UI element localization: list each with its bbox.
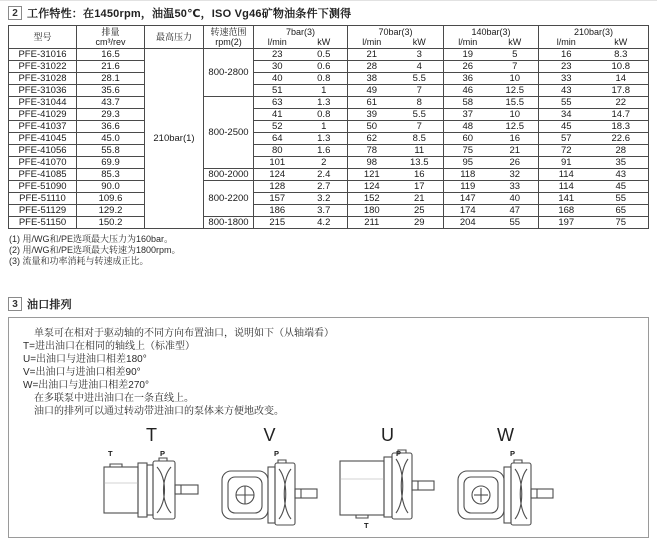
flow-cell: 48 <box>444 120 492 132</box>
table-row <box>9 84 649 96</box>
displacement-cell: 85.3 <box>77 168 145 180</box>
port-diagram-U <box>336 426 440 529</box>
flow-cell: 147 <box>444 192 492 204</box>
diagram-letter: V <box>263 424 276 445</box>
flow-cell: 114 <box>539 180 594 192</box>
flow-cell: 37 <box>444 108 492 120</box>
model-cell: PFE-51090 <box>9 180 77 192</box>
power-cell: 7 <box>492 60 539 72</box>
model-cell: PFE-31036 <box>9 84 77 96</box>
flow-cell: 124 <box>254 168 301 180</box>
displacement-cell: 150.2 <box>77 216 145 228</box>
displacement-cell: 35.6 <box>77 84 145 96</box>
displacement-cell: 43.7 <box>77 96 145 108</box>
power-cell: 22 <box>594 96 649 108</box>
footnote-2: (2) 用/WG和/PE选项最大转速为1800rpm。 <box>9 244 181 255</box>
power-cell: 22.6 <box>594 132 649 144</box>
model-cell: PFE-31044 <box>9 96 77 108</box>
unit-header-flow: l/min <box>444 38 492 48</box>
model-cell: PFE-41029 <box>9 108 77 120</box>
unit-header-flow: l/min <box>254 38 301 48</box>
max-pressure-cell: 210bar(1) <box>145 48 204 228</box>
port-diagram-W <box>454 426 558 529</box>
flow-cell: 152 <box>348 192 396 204</box>
power-cell: 47 <box>492 204 539 216</box>
power-cell: 55 <box>492 216 539 228</box>
power-cell: 17.8 <box>594 84 649 96</box>
unit-header-power: kW <box>412 38 426 48</box>
pump-side-view-drawing <box>338 445 438 529</box>
flow-cell: 91 <box>539 156 594 168</box>
model-cell: PFE-31016 <box>9 48 77 60</box>
speed-range-cell: 800-2500 <box>204 96 254 168</box>
displacement-cell: 55.8 <box>77 144 145 156</box>
power-cell: 5 <box>492 48 539 60</box>
power-cell: 0.8 <box>301 108 348 120</box>
table-row <box>9 132 649 144</box>
power-cell: 45 <box>594 180 649 192</box>
power-cell: 8.5 <box>396 132 444 144</box>
port-def-U: U=出油口与进油口相差180° <box>23 353 147 365</box>
col-header-140bar: 140bar(3) <box>444 26 539 39</box>
flow-cell: 23 <box>539 60 594 72</box>
col-header-model: 型号 <box>33 31 52 42</box>
power-cell: 25 <box>396 204 444 216</box>
power-cell: 3.2 <box>301 192 348 204</box>
power-cell: 32 <box>492 168 539 180</box>
flow-cell: 128 <box>254 180 301 192</box>
flow-cell: 78 <box>348 144 396 156</box>
power-cell: 65 <box>594 204 649 216</box>
flow-cell: 180 <box>348 204 396 216</box>
spec-table-body <box>9 48 649 228</box>
power-cell: 0.6 <box>301 60 348 72</box>
model-cell: PFE-51110 <box>9 192 77 204</box>
flow-cell: 52 <box>254 120 301 132</box>
unit-header-power: kW <box>508 38 522 48</box>
power-cell: 2 <box>301 156 348 168</box>
pump-end-view-drawing <box>456 445 556 529</box>
power-cell: 0.8 <box>301 72 348 84</box>
power-cell: 12.5 <box>492 84 539 96</box>
power-cell: 14 <box>594 72 649 84</box>
flow-cell: 64 <box>254 132 301 144</box>
power-cell: 15.5 <box>492 96 539 108</box>
power-cell: 75 <box>594 216 649 228</box>
flow-cell: 28 <box>348 60 396 72</box>
power-cell: 1.3 <box>301 96 348 108</box>
power-cell: 0.5 <box>301 48 348 60</box>
unit-header-flow: l/min <box>348 38 396 48</box>
port-label: P <box>273 448 279 458</box>
flow-cell: 51 <box>254 84 301 96</box>
flow-cell: 57 <box>539 132 594 144</box>
power-cell: 1.6 <box>301 144 348 156</box>
flow-cell: 33 <box>539 72 594 84</box>
power-cell: 1.3 <box>301 132 348 144</box>
spec-table-header <box>9 26 649 49</box>
port-text-block <box>23 327 634 418</box>
power-cell: 10 <box>492 72 539 84</box>
port-label: P <box>159 448 165 458</box>
flow-cell: 55 <box>539 96 594 108</box>
flow-cell: 49 <box>348 84 396 96</box>
flow-cell: 34 <box>539 108 594 120</box>
table-row <box>9 60 649 72</box>
table-row <box>9 48 649 60</box>
power-cell: 16 <box>396 168 444 180</box>
unit-header-flow: l/min <box>539 38 594 48</box>
flow-cell: 60 <box>444 132 492 144</box>
port-def-W: W=出油口与进油口相差270° <box>23 379 149 391</box>
displacement-cell: 28.1 <box>77 72 145 84</box>
flow-cell: 119 <box>444 180 492 192</box>
flow-cell: 186 <box>254 204 301 216</box>
power-cell: 5.5 <box>396 108 444 120</box>
col-header-210bar: 210bar(3) <box>539 26 649 39</box>
flow-cell: 80 <box>254 144 301 156</box>
unit-header-power: kW <box>614 38 628 48</box>
table-row <box>9 216 649 228</box>
flow-cell: 157 <box>254 192 301 204</box>
model-cell: PFE-41037 <box>9 120 77 132</box>
power-cell: 21 <box>396 192 444 204</box>
power-cell: 8 <box>396 96 444 108</box>
table-row <box>9 144 649 156</box>
power-cell: 1 <box>301 120 348 132</box>
displacement-cell: 109.6 <box>77 192 145 204</box>
power-cell: 43 <box>594 168 649 180</box>
flow-cell: 19 <box>444 48 492 60</box>
model-cell: PFE-31028 <box>9 72 77 84</box>
port-def-V: V=出油口与进油口相差90° <box>23 366 141 378</box>
model-cell: PFE-41045 <box>9 132 77 144</box>
flow-cell: 72 <box>539 144 594 156</box>
pump-end-view-drawing <box>220 445 320 529</box>
footnotes <box>9 234 657 267</box>
power-cell: 33 <box>492 180 539 192</box>
power-cell: 4 <box>396 60 444 72</box>
displacement-cell: 21.6 <box>77 60 145 72</box>
flow-cell: 118 <box>444 168 492 180</box>
flow-cell: 62 <box>348 132 396 144</box>
power-cell: 5.5 <box>396 72 444 84</box>
pump-side-view-drawing <box>102 445 202 529</box>
flow-cell: 95 <box>444 156 492 168</box>
power-cell: 7 <box>396 84 444 96</box>
power-cell: 2.7 <box>301 180 348 192</box>
flow-cell: 43 <box>539 84 594 96</box>
flow-cell: 38 <box>348 72 396 84</box>
flow-cell: 45 <box>539 120 594 132</box>
power-cell: 35 <box>594 156 649 168</box>
speed-range-cell: 800-1800 <box>204 216 254 228</box>
power-cell: 18.3 <box>594 120 649 132</box>
power-cell: 1 <box>301 84 348 96</box>
section-performance-header <box>8 5 657 21</box>
table-row <box>9 120 649 132</box>
power-cell: 26 <box>492 156 539 168</box>
model-cell: PFE-51150 <box>9 216 77 228</box>
section-port-arrangement-header <box>8 296 657 312</box>
port-note-1: 在多联泵中进出油口在一条直线上。 <box>34 392 194 404</box>
flow-cell: 114 <box>539 168 594 180</box>
table-row <box>9 168 649 180</box>
flow-cell: 75 <box>444 144 492 156</box>
power-cell: 11 <box>396 144 444 156</box>
power-cell: 17 <box>396 180 444 192</box>
displacement-cell: 29.3 <box>77 108 145 120</box>
flow-cell: 124 <box>348 180 396 192</box>
unit-header-power: kW <box>317 38 331 48</box>
flow-cell: 63 <box>254 96 301 108</box>
flow-cell: 16 <box>539 48 594 60</box>
port-label: P <box>509 448 515 458</box>
table-row <box>9 204 649 216</box>
footnote-1: (1) 用/WG和/PE选项最大压力为160bar。 <box>9 233 174 244</box>
speed-range-cell: 800-2000 <box>204 168 254 180</box>
power-cell: 3 <box>396 48 444 60</box>
port-diagram-T <box>100 426 204 529</box>
power-cell: 4.2 <box>301 216 348 228</box>
table-row <box>9 96 649 108</box>
flow-cell: 23 <box>254 48 301 60</box>
power-cell: 10.8 <box>594 60 649 72</box>
displacement-cell: 129.2 <box>77 204 145 216</box>
flow-cell: 174 <box>444 204 492 216</box>
table-row <box>9 156 649 168</box>
table-row <box>9 108 649 120</box>
section-title: 油口排列 <box>27 298 72 311</box>
flow-cell: 41 <box>254 108 301 120</box>
power-cell: 2.4 <box>301 168 348 180</box>
col-header-70bar: 70bar(3) <box>348 26 444 39</box>
section-number-badge: 3 <box>8 297 22 311</box>
col-header-displacement: 排量 cm³/rev <box>77 26 145 49</box>
spec-table <box>8 25 649 229</box>
flow-cell: 101 <box>254 156 301 168</box>
col-header-max-pressure: 最高压力 <box>145 26 204 49</box>
flow-cell: 98 <box>348 156 396 168</box>
port-label: T <box>107 448 113 458</box>
model-cell: PFE-31022 <box>9 60 77 72</box>
power-cell: 7 <box>396 120 444 132</box>
model-cell: PFE-51129 <box>9 204 77 216</box>
flow-cell: 21 <box>348 48 396 60</box>
displacement-cell: 36.6 <box>77 120 145 132</box>
diagram-letter: U <box>381 424 394 445</box>
model-cell: PFE-41056 <box>9 144 77 156</box>
flow-cell: 197 <box>539 216 594 228</box>
footnote-3: (3) 流量和功率消耗与转速成正比。 <box>9 255 149 266</box>
flow-cell: 50 <box>348 120 396 132</box>
table-row <box>9 192 649 204</box>
displacement-cell: 69.9 <box>77 156 145 168</box>
flow-cell: 121 <box>348 168 396 180</box>
table-row <box>9 72 649 84</box>
speed-range-cell: 800-2200 <box>204 180 254 216</box>
flow-cell: 36 <box>444 72 492 84</box>
port-intro: 单泵可在相对于驱动轴的不同方向布置油口，说明如下（从轴端看） <box>34 327 334 339</box>
flow-cell: 39 <box>348 108 396 120</box>
port-diagram-V <box>218 426 322 529</box>
flow-cell: 58 <box>444 96 492 108</box>
power-cell: 3.7 <box>301 204 348 216</box>
power-cell: 8.3 <box>594 48 649 60</box>
flow-cell: 40 <box>254 72 301 84</box>
port-label: P <box>395 448 401 458</box>
power-cell: 29 <box>396 216 444 228</box>
power-cell: 55 <box>594 192 649 204</box>
col-header-7bar: 7bar(3) <box>254 26 348 39</box>
section-title: 工作特性：在1450rpm，油温50℃，ISO Vg46矿物油条件下测得 <box>27 8 352 20</box>
diagram-letter: T <box>146 424 157 445</box>
col-header-speed-range: 转速范围 rpm(2) <box>204 26 254 49</box>
port-diagrams <box>23 426 634 529</box>
section-number-badge: 2 <box>8 6 22 20</box>
port-info-box <box>8 317 649 538</box>
displacement-cell: 90.0 <box>77 180 145 192</box>
power-cell: 28 <box>594 144 649 156</box>
flow-cell: 61 <box>348 96 396 108</box>
displacement-cell: 16.5 <box>77 48 145 60</box>
power-cell: 21 <box>492 144 539 156</box>
model-cell: PFE-41070 <box>9 156 77 168</box>
model-cell: PFE-41085 <box>9 168 77 180</box>
flow-cell: 168 <box>539 204 594 216</box>
power-cell: 16 <box>492 132 539 144</box>
flow-cell: 26 <box>444 60 492 72</box>
flow-cell: 211 <box>348 216 396 228</box>
flow-cell: 204 <box>444 216 492 228</box>
port-def-T: T=进出油口在相同的轴线上（标准型） <box>23 340 195 352</box>
power-cell: 10 <box>492 108 539 120</box>
power-cell: 12.5 <box>492 120 539 132</box>
flow-cell: 215 <box>254 216 301 228</box>
port-label: T <box>363 520 369 529</box>
flow-cell: 30 <box>254 60 301 72</box>
power-cell: 40 <box>492 192 539 204</box>
diagram-letter: W <box>497 424 514 445</box>
flow-cell: 46 <box>444 84 492 96</box>
displacement-cell: 45.0 <box>77 132 145 144</box>
table-row <box>9 180 649 192</box>
power-cell: 13.5 <box>396 156 444 168</box>
speed-range-cell: 800-2800 <box>204 48 254 96</box>
flow-cell: 141 <box>539 192 594 204</box>
power-cell: 14.7 <box>594 108 649 120</box>
port-note-2: 油口的排列可以通过转动带进油口的泵体来方便地改变。 <box>34 405 284 417</box>
